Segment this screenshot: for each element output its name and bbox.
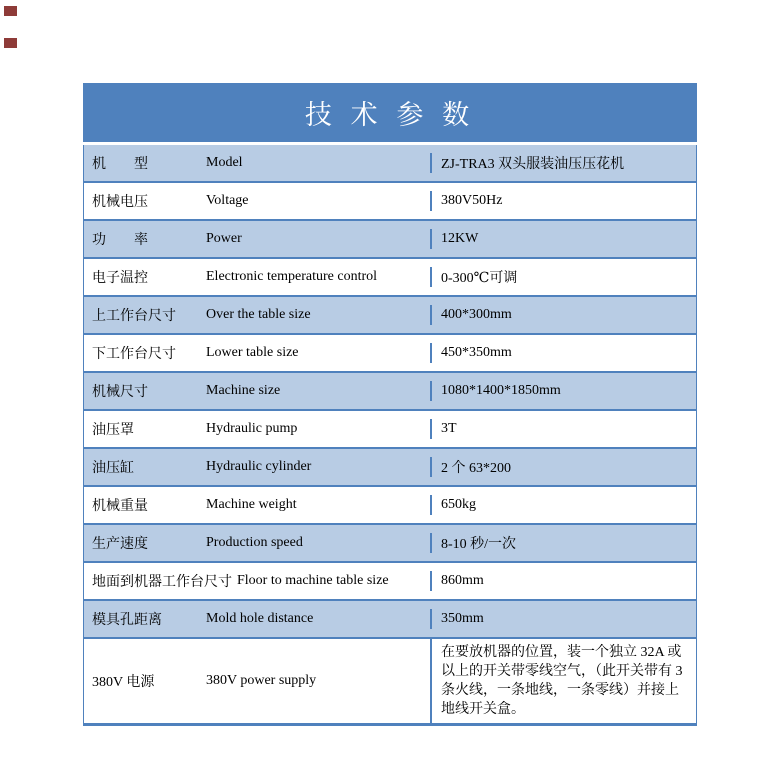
spec-row-lower-table-size	[84, 333, 696, 371]
spec-label-en: Machine weight	[206, 497, 297, 512]
spec-label-zh: 下工作台尺寸	[92, 347, 176, 362]
technical-parameters-table	[83, 83, 697, 726]
spec-row-power	[84, 219, 696, 257]
spec-label	[84, 533, 432, 553]
spec-label-zh: 地面到机器工作台尺寸	[92, 575, 232, 590]
spec-label	[84, 419, 432, 439]
spec-label	[84, 495, 432, 515]
red-artifact-mark-bottom	[4, 38, 17, 48]
spec-label-en: Hydraulic pump	[206, 421, 298, 436]
spec-label-zh: 机 型	[92, 157, 148, 172]
spec-value: 2 个 63*200	[441, 461, 511, 476]
spec-row-floor-to-table	[84, 561, 696, 599]
spec-label-zh: 模具孔距离	[92, 613, 162, 628]
spec-label	[84, 571, 432, 591]
spec-value: 8-10 秒/一次	[441, 537, 517, 552]
spec-row-mold-hole-distance	[84, 599, 696, 637]
spec-value: 860mm	[441, 573, 484, 588]
spec-label-en: Hydraulic cylinder	[206, 459, 312, 474]
spec-row-production-speed	[84, 523, 696, 561]
spec-label	[84, 639, 432, 723]
spec-value: 12KW	[441, 231, 479, 246]
spec-label	[84, 457, 432, 477]
spec-value: 380V50Hz	[441, 193, 503, 208]
spec-row-hydraulic-cylinder	[84, 447, 696, 485]
spec-label-en: Machine size	[206, 383, 281, 398]
spec-row-temperature-control	[84, 257, 696, 295]
spec-value: 在要放机器的位置，装一个独立 32A 或以上的开关带零线空气，（此开关带有 3 条火线，一条地线，一条零线）并接上地线开关盒。	[441, 645, 683, 717]
spec-value: 0-300℃可调	[441, 271, 518, 286]
spec-label-en: Over the table size	[206, 307, 311, 322]
spec-label-zh: 380V 电源	[92, 675, 155, 690]
spec-label	[84, 229, 432, 249]
spec-label-zh: 生产速度	[92, 537, 148, 552]
spec-label-en: Power	[206, 231, 242, 246]
spec-value: 350mm	[441, 611, 484, 626]
spec-label-en: Lower table size	[206, 345, 299, 360]
spec-row-model	[84, 145, 696, 181]
spec-label-en: Production speed	[206, 535, 303, 550]
spec-label-zh: 机械电压	[92, 195, 148, 210]
spec-label-zh: 机械重量	[92, 499, 148, 514]
spec-label-zh: 油压缸	[92, 461, 134, 476]
spec-row-machine-size	[84, 371, 696, 409]
table-body	[83, 145, 697, 726]
spec-row-hydraulic-pump	[84, 409, 696, 447]
spec-label-zh: 功 率	[92, 233, 148, 248]
spec-value: 450*350mm	[441, 345, 512, 360]
spec-label-en: Floor to machine table size	[237, 573, 389, 588]
spec-label	[84, 305, 432, 325]
spec-label-en: Mold hole distance	[206, 611, 314, 626]
red-artifact-mark-top	[4, 6, 17, 16]
spec-row-upper-table-size	[84, 295, 696, 333]
spec-value: 650kg	[441, 497, 476, 512]
spec-label-en: 380V power supply	[206, 673, 317, 688]
spec-label-en: Voltage	[206, 193, 249, 208]
spec-value: 1080*1400*1850mm	[441, 383, 561, 398]
spec-label-en: Electronic temperature control	[206, 269, 378, 284]
spec-label	[84, 381, 432, 401]
spec-label	[84, 267, 432, 287]
spec-value: 3T	[441, 421, 457, 436]
spec-row-machine-weight	[84, 485, 696, 523]
spec-label	[84, 191, 432, 211]
table-title: 技 术 参 数	[83, 83, 697, 142]
spec-label	[84, 609, 432, 629]
spec-label-zh: 油压罩	[92, 423, 134, 438]
spec-label-zh: 机械尺寸	[92, 385, 148, 400]
spec-label-zh: 电子温控	[92, 271, 148, 286]
spec-row-voltage	[84, 181, 696, 219]
spec-label	[84, 153, 432, 173]
spec-label-zh: 上工作台尺寸	[92, 309, 176, 324]
spec-value: 400*300mm	[441, 307, 512, 322]
spec-label-en: Model	[206, 155, 243, 170]
spec-label	[84, 343, 432, 363]
spec-value: ZJ-TRA3 双头服装油压压花机	[441, 157, 625, 172]
spec-row-power-supply	[84, 637, 696, 723]
